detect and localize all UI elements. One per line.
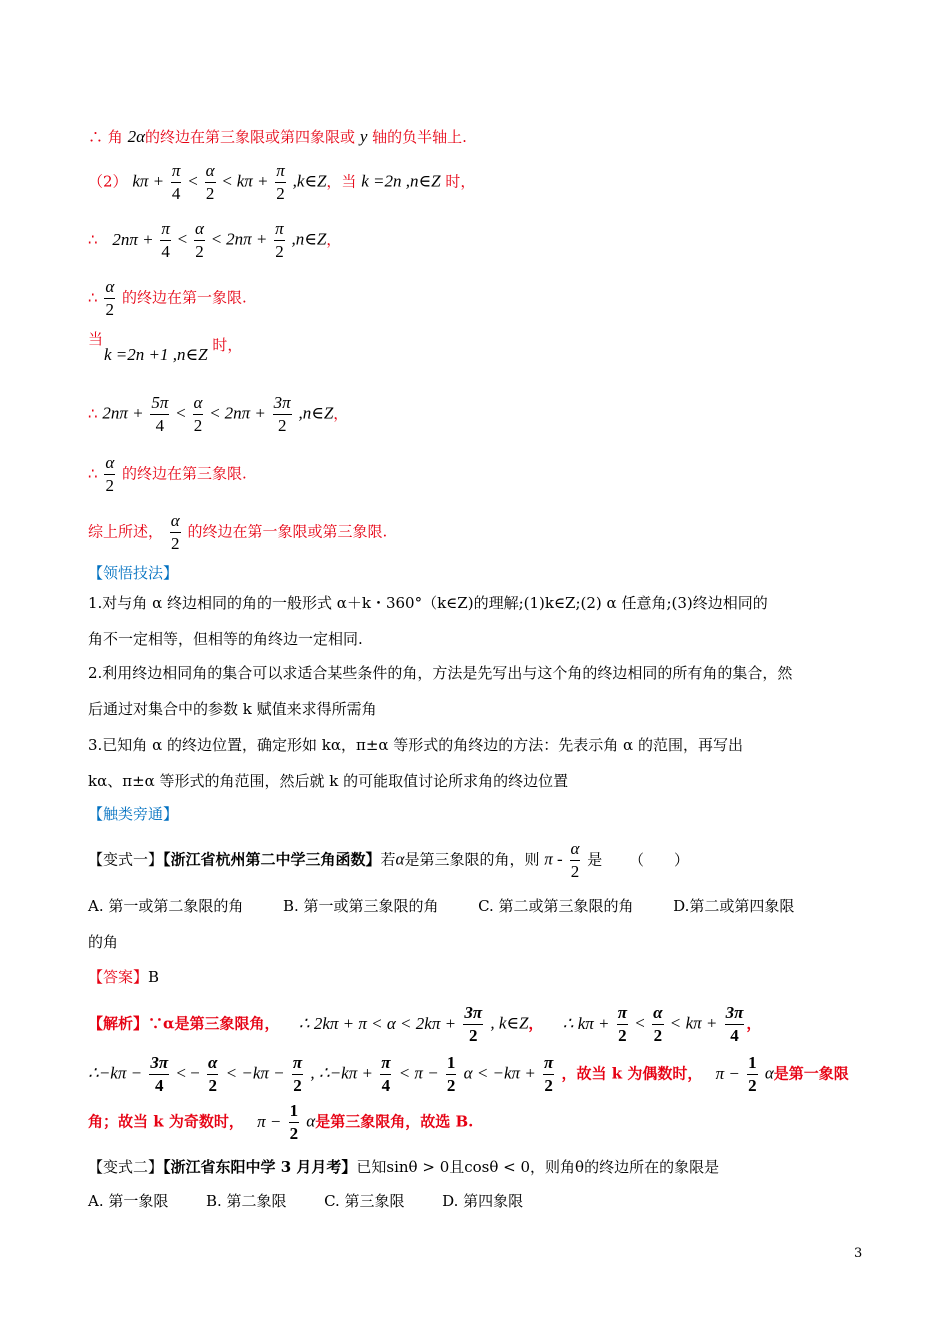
tips-heading: 【领悟技法】 (88, 564, 179, 582)
variant-1-question: 【变式一】【浙江省杭州第二中学三角函数】若α是第三象限的角，则 π - $\frac{\alpha}{2}$ 是 （ ） (88, 839, 690, 881)
analysis-line-2: ∴−kπ − $\frac{3\pi}{4}$ < − $\frac{\alpha}{2}$ < −kπ − $\frac{\pi}{2}$ , ∴−kπ + $\frac{\pi}{4}$ < π − $\frac{1}{2}$ α < −kπ + $\frac{\pi}{2}$ ，故当 k 为偶数时， π − $\frac{1}{2}$ α是第一象限 (88, 1053, 849, 1095)
tip-3-line-2: kα、π±α 等形式的角范围，然后就 k 的可能取值讨论所求角的终边位置 (88, 772, 569, 790)
case-odd-condition: k =2n +1 ,n∈Z 时， (104, 336, 243, 364)
variant-2-question: 【变式二】【浙江省东阳中学 3 月月考】已知sinθ > 0且cosθ < 0，则角θ的终边所在的象限是 (88, 1158, 720, 1176)
tip-2-line-2: 后通过对集合中的参数 k 赋值来求得所需角 (88, 700, 377, 718)
v2-option-a: A. 第一象限 (88, 1192, 169, 1210)
option-a: A. 第一或第二象限的角 (88, 897, 244, 915)
case-odd-conclusion: ∴ $\frac{\alpha}{2}$ 的终边在第三象限. (88, 453, 247, 495)
tip-3-line-1: 3.已知角 α 的终边位置，确定形如 kα，π±α 等形式的角终边的方法：先表示角 α 的范围，再写出 (88, 736, 743, 754)
v2-option-c: C. 第三象限 (324, 1192, 405, 1210)
variant-1-options (88, 895, 794, 917)
answer-line: 【答案】B (88, 968, 160, 986)
case-odd-label: 当 (88, 330, 104, 348)
summary-line: 综上所述， $\frac{\alpha}{2}$ 的终边在第一象限或第三象限. (88, 511, 388, 553)
v2-option-d: D. 第四象限 (442, 1192, 524, 1210)
tip-2-line-1: 2.利用终边相同角的集合可以求适合某些条件的角，方法是先写出与这个角的终边相同的所有角的集合，然 (88, 664, 793, 682)
case-even-conclusion: ∴ $\frac{\alpha}{2}$ 的终边在第一象限. (88, 277, 247, 319)
case-odd-inequality: ∴ 2nπ + $\frac{5\pi}{4}$ < $\frac{\alpha}{2}$ < 2nπ + $\frac{3\pi}{2}$ ,n∈Z， (88, 393, 349, 435)
conclusion-2alpha: ∴ 角 2α的终边在第三象限或第四象限或 y 轴的负半轴上. (88, 127, 467, 146)
page-number: 3 (854, 1246, 863, 1261)
variant-2-options (88, 1190, 523, 1212)
option-b: B. 第一或第三象限的角 (282, 897, 439, 915)
practice-heading: 【触类旁通】 (88, 805, 179, 823)
analysis-line-1: 【解析】∵α是第三象限角， ∴ 2kπ + π < α < 2kπ + $\frac{3\pi}{2}$ , k∈Z， ∴ kπ + $\frac{\pi}{2}$ < $\frac{\alpha}{2}$ < kπ + $\frac{3\pi}{4}$ ， (88, 1003, 762, 1045)
tip-1-line-2: 角不一定相等，但相等的角终边一定相同. (88, 630, 363, 648)
analysis-line-3: 角；故当 k 为奇数时， π − $\frac{1}{2}$ α是第三象限角，故选 B. (88, 1101, 474, 1143)
option-d: D.第二或第四象限 (673, 897, 795, 915)
option-c: C. 第二或第三象限的角 (478, 897, 634, 915)
tip-1-line-1: 1.对与角 α 终边相同的角的一般形式 α＋k・360°（k∈Z)的理解;(1)k∈Z;(2) α 任意角;(3)终边相同的 (88, 594, 768, 612)
part2-inequality: （2） kπ + $\frac{\pi}{4}$ < $\frac{\alpha}{2}$ < kπ + $\frac{\pi}{2}$ ,k∈Z，当 k =2n ,n∈Z 时， (88, 161, 476, 203)
v2-option-b: B. 第二象限 (205, 1192, 287, 1210)
case-even-inequality: ∴ 2nπ + $\frac{\pi}{4}$ < $\frac{\alpha}{2}$ < 2nπ + $\frac{\pi}{2}$ ,n∈Z， (88, 219, 342, 261)
variant-1-options-wrap: 的角 (88, 933, 119, 951)
